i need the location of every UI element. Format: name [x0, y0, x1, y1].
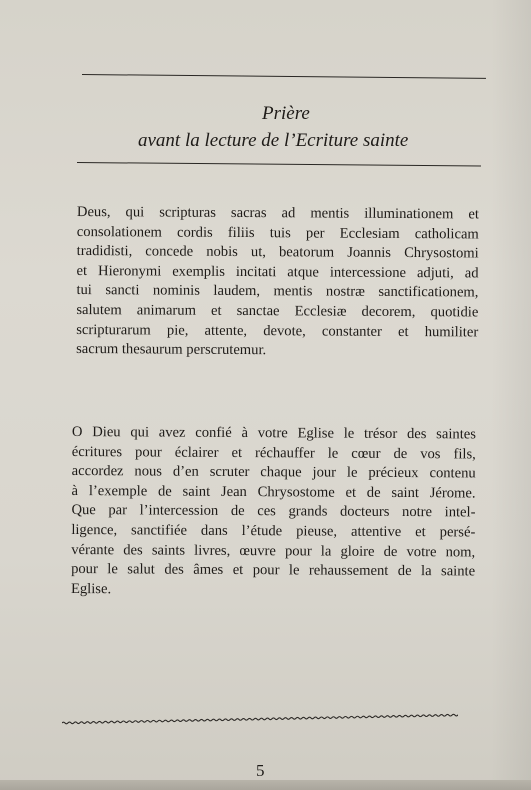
prayer-title: Prière	[262, 103, 310, 124]
latin-line: et Hieronymi exemplis incitati atque intercessione adjuti, ad	[76, 262, 479, 282]
page-edge-shadow	[491, 0, 531, 790]
latin-line: Deus, qui scripturas sacras ad mentis illuminationem et	[76, 203, 479, 223]
french-line: ligence, sanctifiée dans l’étude pieuse, attentive et persé-	[71, 521, 476, 541]
latin-line: consolationem cordis filiis tuis per Ecclesiam catholicam	[76, 223, 479, 243]
french-line: vérante des saints livres, œuvre pour la gloire de votre nom,	[71, 541, 476, 561]
page-bottom-edge	[0, 780, 531, 790]
french-line: écritures pour éclairer et réchauffer le cœur de vos fils,	[71, 443, 476, 463]
french-line: O Dieu qui avez confié à votre Eglise le trésor des saintes	[71, 423, 476, 443]
title-rule-bottom	[77, 162, 481, 167]
french-line: accordez nous d’en scruter chaque jour le précieux contenu	[71, 463, 476, 482]
latin-line: tui sancti nominis laudem, mentis nostræ sanctificationem,	[76, 282, 479, 301]
latin-line: tradidisti, concede nobis ut, beatorum Joannis Chrysostomi	[76, 243, 479, 262]
french-line: Eglise.	[70, 580, 112, 597]
page-number: 5	[256, 761, 265, 780]
prayer-subtitle: avant la lecture de l’Ecriture sainte	[138, 130, 409, 151]
latin-line: sacrum thesaurum perscrutemur.	[76, 341, 267, 359]
latin-line: salutem animarum et sanctae Ecclesiæ decorem, quotidie	[76, 301, 479, 321]
french-line: pour le salut des âmes et pour le rehaussement de la sainte	[71, 561, 476, 580]
wavy-divider	[62, 711, 458, 727]
latin-line: scripturarum pie, attente, devote, constanter et humiliter	[76, 321, 479, 341]
title-rule-top	[82, 74, 486, 79]
french-prayer-paragraph	[71, 423, 476, 602]
french-line: Que par l’intercession de ces grands docteurs notre intel-	[71, 502, 476, 521]
french-line: à l’exemple de saint Jean Chrysostome et de saint Jérome.	[71, 482, 476, 502]
latin-prayer-paragraph	[76, 203, 479, 362]
